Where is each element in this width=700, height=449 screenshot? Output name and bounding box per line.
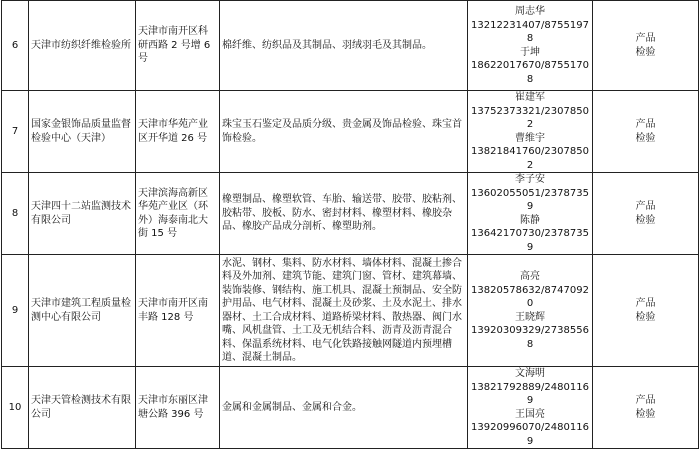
row-number: 8 — [2, 173, 29, 255]
table-row — [2, 1, 699, 91]
inspection-scope: 橡塑制品、橡塑软管、车胎、输送带、胶带、胶粘剂、胶粘带、胶板、防水、密封材料、橡塑材料、橡胶杂品、橡胶产品成分剖析、橡塑助剂。 — [220, 173, 468, 255]
organization-name: 天津市纺织纤维检验所 — [29, 1, 136, 91]
contact-info: 崔建军 13752373321/23078502 曹维宇 13821841760/23078502 — [468, 91, 593, 173]
organization-address: 天津市南开区南丰路 128 号 — [136, 255, 220, 367]
table-row — [2, 367, 699, 449]
inspection-type: 产品 检验 — [593, 173, 699, 255]
contact-info: 周志华 13212231407/87551978 于坤 18622017670/87551708 — [468, 1, 593, 91]
organization-address: 天津市南开区科研西路 2 号增 6 号 — [136, 1, 220, 91]
contact-info: 高亮 13820578632/87470920 王晓辉 13920309329/27385568 — [468, 255, 593, 367]
table-row — [2, 255, 699, 367]
inspection-type: 产品 检验 — [593, 1, 699, 91]
inspection-scope: 金属和金属制品、金属和合金。 — [220, 367, 468, 449]
testing-institutions-table — [1, 0, 699, 449]
inspection-type: 产品 检验 — [593, 367, 699, 449]
organization-address: 天津市华苑产业区开华道 26 号 — [136, 91, 220, 173]
row-number: 9 — [2, 255, 29, 367]
inspection-scope: 棉纤维、纺织品及其制品、羽绒羽毛及其制品。 — [220, 1, 468, 91]
organization-name: 天津天管检测技术有限公司 — [29, 367, 136, 449]
row-number: 10 — [2, 367, 29, 449]
organization-address: 天津滨海高新区华苑产业区（环外）海泰南北大街 15 号 — [136, 173, 220, 255]
organization-name: 天津四十二站监测技术有限公司 — [29, 173, 136, 255]
organization-name: 国家金银饰品质量监督检验中心（天津） — [29, 91, 136, 173]
contact-info: 李子安 13602055051/23787359 陈静 13642170730/23787359 — [468, 173, 593, 255]
row-number: 6 — [2, 1, 29, 91]
table-row — [2, 91, 699, 173]
contact-info: 文海明 13821792889/24801169 王国亮 13920996070/24801169 — [468, 367, 593, 449]
organization-name: 天津市建筑工程质量检测中心有限公司 — [29, 255, 136, 367]
inspection-scope: 珠宝玉石鉴定及品质分级、贵金属及饰品检验、珠宝首饰检验。 — [220, 91, 468, 173]
table-row — [2, 173, 699, 255]
organization-address: 天津市东丽区津塘公路 396 号 — [136, 367, 220, 449]
inspection-type: 产品 检验 — [593, 91, 699, 173]
inspection-scope: 水泥、钢材、集料、防水材料、墙体材料、混凝土掺合料及外加剂、建筑节能、建筑门窗、管材、建筑幕墙、装饰装修、钢结构、施工机具、混凝土预制品、安全防护用品、电气材料、混凝土及砂浆、土及水泥土、排水器材、土工合成材料、道路桥梁材料、散热器、阀门水嘴、风机盘管、土工及无机结合料、沥青及沥青混合料、保温系统材料、电气化铁路接触网隧道内预埋槽道、混凝土制品。 — [220, 255, 468, 367]
inspection-type: 产品 检验 — [593, 255, 699, 367]
row-number: 7 — [2, 91, 29, 173]
